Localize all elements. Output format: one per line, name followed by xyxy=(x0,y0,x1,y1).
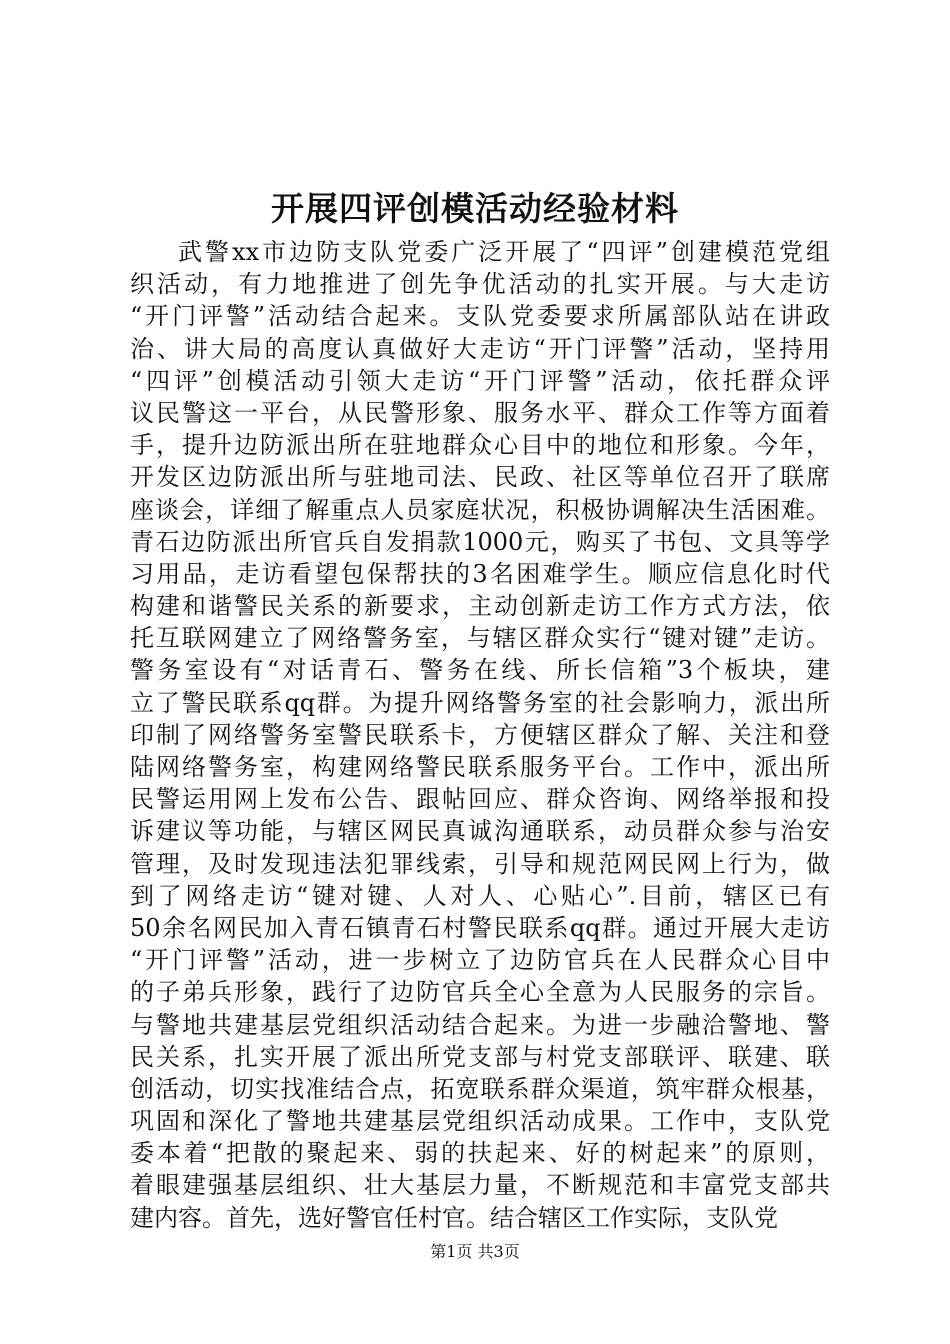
body-line: 巩固和深化了警地共建基层党组织活动成果。工作中，支队党 xyxy=(130,1107,830,1136)
body-line: 管理，及时发现违法犯罪线索，引导和规范网民网上行为，做 xyxy=(130,849,830,878)
document-title: 开展四评创模活动经验材料 xyxy=(271,189,679,228)
body-line: 诉建议等功能，与辖区网民真诚沟通联系，动员群众参与治安 xyxy=(130,817,830,846)
body-line: 青石边防派出所官兵自发捐款1000元，购买了书包、文具等学 xyxy=(130,527,830,556)
document-body xyxy=(130,236,830,1234)
body-line: 座谈会，详细了解重点人员家庭状况，积极协调解决生活困难。 xyxy=(130,495,830,524)
body-line: 议民警这一平台，从民警形象、服务水平、群众工作等方面着 xyxy=(130,398,830,427)
body-line: 创活动，切实找准结合点，拓宽联系群众渠道，筑牢群众根基， xyxy=(130,1074,830,1103)
body-line: 委本着“把散的聚起来、弱的扶起来、好的树起来”的原则， xyxy=(130,1139,830,1168)
body-line: “开门评警”活动结合起来。支队党委要求所属部队站在讲政 xyxy=(130,302,830,331)
body-line: 50余名网民加入青石镇青石村警民联系qq群。通过开展大走访 xyxy=(130,913,830,942)
body-line: 民关系，扎实开展了派出所党支部与村党支部联评、联建、联 xyxy=(130,1042,830,1071)
body-line: 陆网络警务室，构建网络警民联系服务平台。工作中，派出所 xyxy=(130,753,830,781)
body-line: 警务室设有“对话青石、警务在线、所长信箱”3个板块，建 xyxy=(130,656,830,685)
body-line: 着眼建强基层组织、壮大基层力量，不断规范和丰富党支部共 xyxy=(130,1171,830,1200)
body-line: 习用品，走访看望包保帮扶的3名困难学生。顺应信息化时代 xyxy=(130,559,830,588)
body-line: 印制了网络警务室警民联系卡，方便辖区群众了解、关注和登 xyxy=(130,720,830,749)
body-line: 建内容。首先，选好警官任村官。结合辖区工作实际，支队党 xyxy=(130,1203,778,1232)
body-line: 民警运用网上发布公告、跟帖回应、群众咨询、网络举报和投 xyxy=(130,785,830,814)
body-line: 托互联网建立了网络警务室，与辖区群众实行“键对键”走访。 xyxy=(130,624,830,653)
body-line: 与警地共建基层党组织活动结合起来。为进一步融洽警地、警 xyxy=(130,1010,830,1039)
page-footer: 第1页 共3页 xyxy=(430,1242,520,1261)
body-line: “四评”创模活动引领大走访“开门评警”活动，依托群众评 xyxy=(130,366,830,395)
body-line: 到了网络走访“键对键、人对人、心贴心”.目前，辖区已有 xyxy=(130,881,830,910)
body-line: 武警xx市边防支队党委广泛开展了“四评”创建模范党组 xyxy=(178,238,830,266)
body-line: 手，提升边防派出所在驻地群众心目中的地位和形象。今年， xyxy=(130,431,830,460)
body-line: 织活动，有力地推进了创先争优活动的扎实开展。与大走访 xyxy=(130,270,830,299)
body-line: 治、讲大局的高度认真做好大走访“开门评警”活动，坚持用 xyxy=(130,334,830,363)
body-line: 构建和谐警民关系的新要求，主动创新走访工作方式方法，依 xyxy=(130,592,830,621)
body-line: 立了警民联系qq群。为提升网络警务室的社会影响力，派出所 xyxy=(130,688,830,717)
body-line: 的子弟兵形象，践行了边防官兵全心全意为人民服务的宗旨。 xyxy=(130,978,830,1007)
body-line: “开门评警”活动，进一步树立了边防官兵在人民群众心目中 xyxy=(130,946,830,975)
body-line: 开发区边防派出所与驻地司法、民政、社区等单位召开了联席 xyxy=(130,463,830,492)
